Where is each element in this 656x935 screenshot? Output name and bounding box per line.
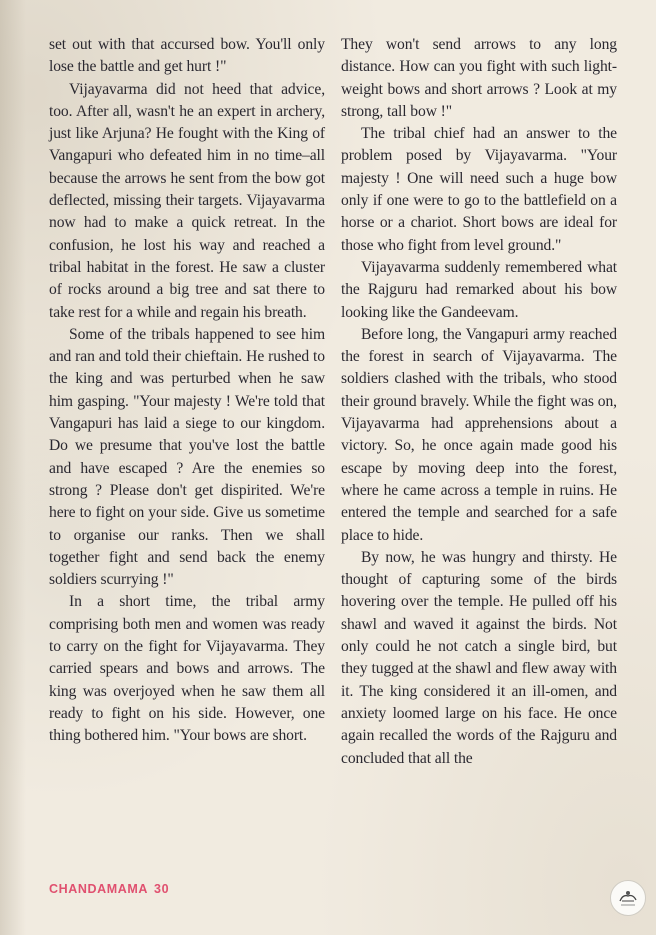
library-stamp-icon [610, 880, 646, 916]
paragraph: In a short time, the tribal army comprising both men and women was ready to carry on the fight for Vijayavarma. They carried spears and bows and arrows. The king was overjoyed when he saw them all ready to fight on his side. However, one thing bothered him. "Your bows are short. [49, 593, 325, 745]
paragraph: By now, he was hungry and thirsty. He thought of capturing some of the birds hovering over the temple. He pulled off his shawl and waved it against the birds. Not only could he not catch a single bird, but they tugged at the shawl and flew away with it. The king considered it an ill-omen, and anxiety loomed large on his face. He once again recalled the words of the Rajguru and concluded that all the [341, 548, 617, 767]
paragraph: Some of the tribals happened to see him and ran and told their chieftain. He rushed to the king and was perturbed when he saw him gasping. "Your majesty ! We're told that Vangapuri has laid a siege to our kingdom. Do we presume that you've lost the battle and have escaped ? Are the enemies so strong ? Please don't get dispirited. We're here to fight on your side. Give us sometime to organise our ranks. Then we shall together fight and send back the enemy soldiers scurrying !" [49, 325, 325, 589]
paragraph: set out with that accursed bow. You'll only lose the battle and get hurt !" [49, 36, 325, 76]
magazine-name: CHANDAMAMA [49, 882, 149, 896]
paragraph: They won't send arrows to any long distance. How can you fight with such light-weight bows and short arrows ? Look at my strong, tall bow !" [341, 36, 617, 120]
paragraph: The tribal chief had an answer to the problem posed by Vijayavarma. "Your majesty ! One will need such a huge bow only if one were to go to the battlefield on a horse or a chariot. Short bows are ideal for those who fight from level ground." [341, 125, 617, 254]
paragraph: Vijayavarma suddenly remembered what the Rajguru had remarked about his bow looking like the Gandeevam. [341, 258, 617, 321]
paragraph: Vijayavarma did not heed that advice, too. After all, wasn't he an expert in archery, just like Arjuna? He fought with the King of Vangapuri who defeated him in no time–all because the arrows he sent from the bow got deflected, missing their targets. Vijayavarma now had to make a quick retreat. In the confusion, he lost his way and reached a tribal habitat in the forest. He saw a cluster of rocks around a big tree and sat there to take rest for a while and regain his breath. [49, 80, 325, 321]
text-column-right [341, 34, 617, 770]
page-footer [49, 882, 169, 896]
paragraph: Before long, the Vangapuri army reached the forest in search of Vijayavarma. The soldiers clashed with the tribals, who stood their ground bravely. While the fight was on, Vijayavarma had apprehensions about a victory. So, he once again made good his escape by moving deep into the forest, where he came across a temple in ruins. He entered the temple and searched for a safe place to hide. [341, 325, 617, 544]
text-column-left [49, 34, 325, 748]
page-number: 30 [154, 882, 170, 896]
page-edge-shadow [0, 0, 26, 935]
